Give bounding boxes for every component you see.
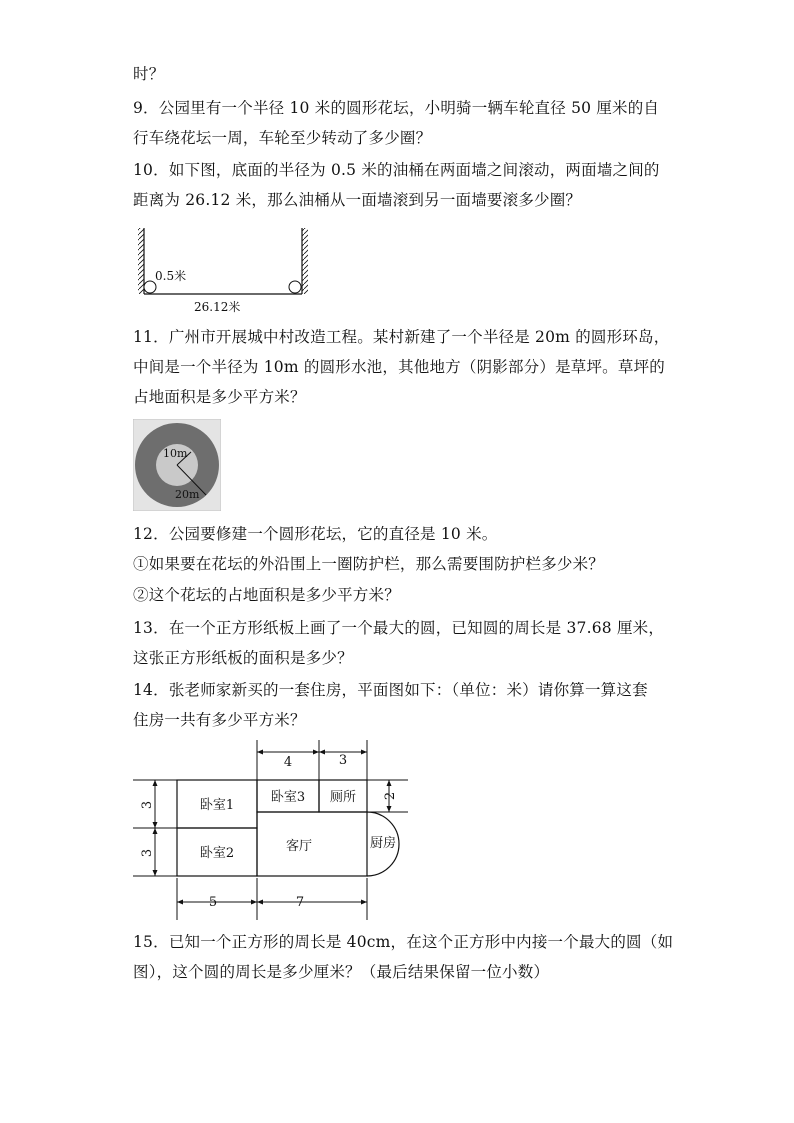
dim-top-b: 3 [338, 753, 348, 768]
q14-line1: 14．张老师家新买的一套住房，平面图如下：（单位：米）请你算一算这套 [133, 681, 648, 699]
q11-line1: 11．广州市开展城中村改造工程。某村新建了一个半径是 20m 的圆形环岛， [133, 328, 670, 346]
radius-label: 0.5米 [155, 269, 187, 283]
q11-line3: 占地面积是多少平方米？ [133, 388, 306, 406]
outer-radius-label: 20m [175, 488, 200, 501]
label-kitchen: 厨房 [369, 836, 397, 851]
q15-line1: 15．已知一个正方形的周长是 40cm，在这个正方形中内接一个最大的圆（如 [133, 933, 674, 951]
dim-left-a: 3 [140, 800, 155, 810]
q12-sub2: ②这个花坛的占地面积是多少平方米？ [133, 586, 400, 604]
q9-line1: 9．公园里有一个半径 10 米的圆形花坛，小明骑一辆车轮直径 50 厘米的自 [133, 99, 660, 117]
barrel-right [289, 281, 301, 293]
q14-line2: 住房一共有多少平方米？ [133, 711, 306, 729]
q15-line2: 图），这个圆的周长是多少厘米？（最后结果保留一位小数） [133, 963, 550, 981]
dim-top-a: 4 [283, 755, 293, 770]
q11-ring-figure [133, 419, 221, 511]
q11-line2: 中间是一个半径为 10m 的圆形水池，其他地方（阴影部分）是草坪。草坪的 [133, 358, 665, 376]
q12-line1: 12．公园要修建一个圆形花坛，它的直径是 10 米。 [133, 525, 498, 543]
q14-floor-plan [133, 738, 418, 924]
label-living: 客厅 [285, 839, 313, 854]
label-bedroom2: 卧室2 [199, 846, 235, 861]
dim-bottom-b: 7 [295, 895, 305, 910]
label-bedroom1: 卧室1 [199, 798, 235, 813]
dim-right: 2 [383, 791, 398, 801]
q13-line1: 13．在一个正方形纸板上画了一个最大的圆，已知圆的周长是 37.68 厘米， [133, 619, 665, 637]
dim-left-b: 3 [140, 848, 155, 858]
q9-line2: 行车绕花坛一周，车轮至少转动了多少圈？ [133, 129, 432, 147]
left-wall [138, 228, 144, 294]
q10-walls-figure [134, 224, 314, 316]
dim-bottom-a: 5 [208, 895, 218, 910]
label-toilet: 厕所 [329, 790, 357, 805]
inner-radius-label: 10m [163, 447, 188, 460]
q10-line2: 距离为 26.12 米，那么油桶从一面墙滚到另一面墙要滚多少圈？ [133, 191, 582, 209]
q12-sub1: ①如果要在花坛的外沿围上一圈防护栏，那么需要围防护栏多少米？ [133, 555, 605, 573]
distance-label: 26.12米 [194, 300, 241, 314]
right-wall [302, 228, 308, 294]
q13-line2: 这张正方形纸板的面积是多少？ [133, 649, 353, 667]
q10-line1: 10．如下图，底面的半径为 0.5 米的油桶在两面墙之间滚动，两面墙之间的 [133, 161, 660, 179]
q8-tail: 时？ [133, 65, 165, 83]
label-bedroom3: 卧室3 [270, 790, 306, 805]
